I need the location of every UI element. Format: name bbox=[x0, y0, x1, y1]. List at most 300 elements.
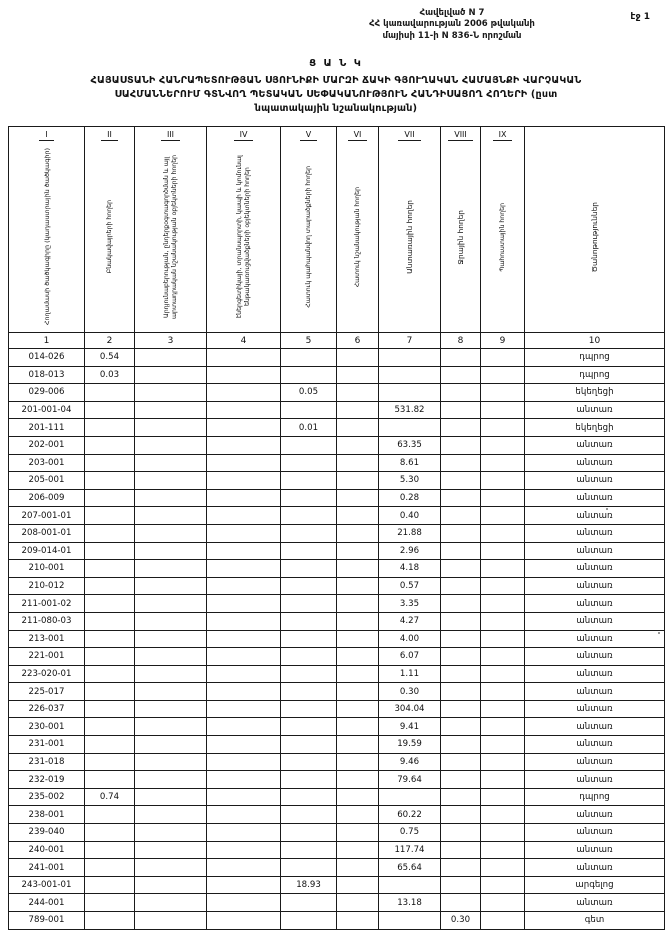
cell-value-4 bbox=[207, 349, 281, 367]
cell-value-7 bbox=[379, 349, 441, 367]
cell-value-8: 0.30 bbox=[441, 912, 481, 930]
cell-value-6 bbox=[337, 349, 379, 367]
cell-value-2 bbox=[85, 736, 135, 754]
cell-code: 202-001 bbox=[9, 436, 85, 454]
cell-value-2 bbox=[85, 384, 135, 402]
cell-value-4 bbox=[207, 876, 281, 894]
table-row bbox=[9, 384, 665, 402]
cell-code: 211-001-02 bbox=[9, 595, 85, 613]
cell-value-2 bbox=[85, 454, 135, 472]
cell-value-6 bbox=[337, 560, 379, 578]
cell-code: 221-001 bbox=[9, 648, 85, 666]
table-row bbox=[9, 876, 665, 894]
cell-note: անտառ bbox=[525, 753, 665, 771]
cell-value-9 bbox=[481, 349, 525, 367]
cell-value-4 bbox=[207, 507, 281, 525]
cell-value-5: 0.05 bbox=[281, 384, 337, 402]
cell-value-8 bbox=[441, 401, 481, 419]
cell-note: անտառ bbox=[525, 436, 665, 454]
cell-value-3 bbox=[135, 736, 207, 754]
cell-value-6 bbox=[337, 524, 379, 542]
cell-value-7: 2.96 bbox=[379, 542, 441, 560]
table-numbering-row bbox=[9, 333, 665, 349]
caption-special: Հատուկ նշանակության հողեր bbox=[337, 142, 379, 333]
cell-note: անտառ bbox=[525, 560, 665, 578]
table-row bbox=[9, 401, 665, 419]
cell-value-2 bbox=[85, 648, 135, 666]
cell-value-9 bbox=[481, 560, 525, 578]
cell-note: անտառ bbox=[525, 630, 665, 648]
cell-value-2 bbox=[85, 806, 135, 824]
cell-value-6 bbox=[337, 859, 379, 877]
cell-note: անտառ bbox=[525, 577, 665, 595]
roman-8: VIII bbox=[441, 127, 481, 143]
cell-value-7 bbox=[379, 788, 441, 806]
cell-value-4 bbox=[207, 472, 281, 490]
cell-value-3 bbox=[135, 912, 207, 930]
cell-value-7: 8.61 bbox=[379, 454, 441, 472]
cell-value-2 bbox=[85, 718, 135, 736]
cell-value-6 bbox=[337, 401, 379, 419]
cell-value-4 bbox=[207, 630, 281, 648]
cell-value-9 bbox=[481, 753, 525, 771]
cell-code: 211-080-03 bbox=[9, 612, 85, 630]
cell-value-4 bbox=[207, 384, 281, 402]
cell-value-4 bbox=[207, 806, 281, 824]
cell-value-8 bbox=[441, 560, 481, 578]
table-row bbox=[9, 630, 665, 648]
scan-speck bbox=[658, 632, 660, 634]
cell-value-3 bbox=[135, 384, 207, 402]
cell-value-4 bbox=[207, 524, 281, 542]
cell-value-8 bbox=[441, 806, 481, 824]
cell-value-2 bbox=[85, 401, 135, 419]
cell-value-2 bbox=[85, 824, 135, 842]
cell-note: արգելոց bbox=[525, 876, 665, 894]
cell-code: 243-001-01 bbox=[9, 876, 85, 894]
cell-value-7 bbox=[379, 419, 441, 437]
cell-value-6 bbox=[337, 894, 379, 912]
cell-value-7: 5.30 bbox=[379, 472, 441, 490]
cell-value-9 bbox=[481, 700, 525, 718]
cell-value-5 bbox=[281, 349, 337, 367]
cell-value-2 bbox=[85, 683, 135, 701]
cell-value-5 bbox=[281, 560, 337, 578]
cell-value-7: 304.04 bbox=[379, 700, 441, 718]
cell-value-3 bbox=[135, 577, 207, 595]
scan-speck-2 bbox=[606, 508, 608, 510]
cell-value-7: 13.18 bbox=[379, 894, 441, 912]
cell-value-8 bbox=[441, 630, 481, 648]
cell-note: անտառ bbox=[525, 841, 665, 859]
cell-value-2 bbox=[85, 771, 135, 789]
roman-6: VI bbox=[337, 127, 379, 143]
cell-value-9 bbox=[481, 384, 525, 402]
cell-code: 201-001-04 bbox=[9, 401, 85, 419]
cell-value-8 bbox=[441, 612, 481, 630]
cell-value-5 bbox=[281, 824, 337, 842]
cell-code: 210-012 bbox=[9, 577, 85, 595]
cell-value-2 bbox=[85, 665, 135, 683]
cell-value-5 bbox=[281, 753, 337, 771]
cell-value-4 bbox=[207, 771, 281, 789]
cell-note: դպրոց bbox=[525, 349, 665, 367]
cell-value-8 bbox=[441, 718, 481, 736]
cell-value-5 bbox=[281, 788, 337, 806]
colnum-4: 4 bbox=[207, 333, 281, 349]
cell-code: 789-001 bbox=[9, 912, 85, 930]
cell-value-9 bbox=[481, 436, 525, 454]
cell-value-2: 0.74 bbox=[85, 788, 135, 806]
cell-value-8 bbox=[441, 489, 481, 507]
table-row bbox=[9, 700, 665, 718]
cell-value-8 bbox=[441, 454, 481, 472]
caption-protected: Հատուկ պահպանվող տարածքների հողեր bbox=[281, 142, 337, 333]
cell-value-8 bbox=[441, 507, 481, 525]
cell-value-4 bbox=[207, 912, 281, 930]
cell-value-3 bbox=[135, 876, 207, 894]
cell-code: 235-002 bbox=[9, 788, 85, 806]
cell-value-6 bbox=[337, 436, 379, 454]
cell-value-5: 0.01 bbox=[281, 419, 337, 437]
cell-value-9 bbox=[481, 489, 525, 507]
cell-value-2 bbox=[85, 542, 135, 560]
cell-value-9 bbox=[481, 859, 525, 877]
cell-value-2 bbox=[85, 560, 135, 578]
table-row bbox=[9, 577, 665, 595]
cell-code: 239-040 bbox=[9, 824, 85, 842]
roman-1: I bbox=[9, 127, 85, 143]
cell-value-6 bbox=[337, 612, 379, 630]
cell-value-4 bbox=[207, 894, 281, 912]
cell-value-9 bbox=[481, 648, 525, 666]
cell-value-3 bbox=[135, 630, 207, 648]
cell-value-2: 0.54 bbox=[85, 349, 135, 367]
cell-value-7: 63.35 bbox=[379, 436, 441, 454]
colnum-6: 6 bbox=[337, 333, 379, 349]
cell-value-8 bbox=[441, 542, 481, 560]
cell-value-2 bbox=[85, 419, 135, 437]
cell-note: եկեղեցի bbox=[525, 384, 665, 402]
table-row bbox=[9, 806, 665, 824]
table-row bbox=[9, 894, 665, 912]
cell-value-7: 0.75 bbox=[379, 824, 441, 842]
cell-note: անտառ bbox=[525, 542, 665, 560]
cell-value-3 bbox=[135, 436, 207, 454]
subtitle-line-3: նպատակային նշանակության) bbox=[254, 102, 418, 114]
cell-value-5 bbox=[281, 806, 337, 824]
cell-value-3 bbox=[135, 366, 207, 384]
cell-value-6 bbox=[337, 736, 379, 754]
cell-code: 231-001 bbox=[9, 736, 85, 754]
cell-value-9 bbox=[481, 542, 525, 560]
cell-value-7: 531.82 bbox=[379, 401, 441, 419]
cell-value-2 bbox=[85, 841, 135, 859]
caption-code: Հողամասի ծածկագիրը (կադաստրային ծածկագիր) bbox=[9, 142, 85, 333]
cell-value-5 bbox=[281, 577, 337, 595]
cell-value-3 bbox=[135, 648, 207, 666]
table-row bbox=[9, 736, 665, 754]
cell-value-7 bbox=[379, 912, 441, 930]
cell-value-7 bbox=[379, 366, 441, 384]
cell-note: անտառ bbox=[525, 718, 665, 736]
cell-value-6 bbox=[337, 824, 379, 842]
cell-value-8 bbox=[441, 700, 481, 718]
cell-value-9 bbox=[481, 401, 525, 419]
cell-value-8 bbox=[441, 753, 481, 771]
cell-value-3 bbox=[135, 454, 207, 472]
cell-value-5 bbox=[281, 665, 337, 683]
roman-9: IX bbox=[481, 127, 525, 143]
header-line-1: Հավելված N 7 bbox=[419, 8, 485, 18]
cell-note: անտառ bbox=[525, 489, 665, 507]
cell-note: անտառ bbox=[525, 401, 665, 419]
cell-value-5 bbox=[281, 700, 337, 718]
table-row bbox=[9, 683, 665, 701]
cell-value-5 bbox=[281, 366, 337, 384]
table-row bbox=[9, 507, 665, 525]
cell-value-5 bbox=[281, 436, 337, 454]
cell-value-3 bbox=[135, 401, 207, 419]
cell-value-5 bbox=[281, 841, 337, 859]
cell-value-9 bbox=[481, 806, 525, 824]
roman-5: V bbox=[281, 127, 337, 143]
cell-value-6 bbox=[337, 489, 379, 507]
cell-code: 208-001-01 bbox=[9, 524, 85, 542]
cell-value-8 bbox=[441, 595, 481, 613]
cell-code: 240-001 bbox=[9, 841, 85, 859]
cell-value-3 bbox=[135, 560, 207, 578]
cell-value-7: 0.28 bbox=[379, 489, 441, 507]
table-row bbox=[9, 648, 665, 666]
cell-value-6 bbox=[337, 841, 379, 859]
cell-value-8 bbox=[441, 876, 481, 894]
cell-value-5 bbox=[281, 401, 337, 419]
cell-value-9 bbox=[481, 595, 525, 613]
table-row bbox=[9, 472, 665, 490]
cell-value-6 bbox=[337, 419, 379, 437]
cell-value-9 bbox=[481, 612, 525, 630]
cell-note: անտառ bbox=[525, 472, 665, 490]
cell-value-4 bbox=[207, 859, 281, 877]
table-row bbox=[9, 366, 665, 384]
cell-value-7: 9.46 bbox=[379, 753, 441, 771]
cell-code: 205-001 bbox=[9, 472, 85, 490]
cell-value-2 bbox=[85, 489, 135, 507]
cell-value-8 bbox=[441, 859, 481, 877]
cell-value-2 bbox=[85, 859, 135, 877]
cell-value-8 bbox=[441, 788, 481, 806]
roman-10 bbox=[525, 127, 665, 143]
cell-value-8 bbox=[441, 683, 481, 701]
cell-value-8 bbox=[441, 472, 481, 490]
cell-value-7: 79.64 bbox=[379, 771, 441, 789]
header-line-2: ՀՀ կառավարության 2006 թվականի bbox=[369, 19, 535, 30]
cell-value-7 bbox=[379, 876, 441, 894]
caption-infrastructure: էներգետիկայի, տրանսպորտի, կապի և կոմունալ ենթակառուցվածքների օբյեկտների հողեր bbox=[207, 142, 281, 333]
cell-value-9 bbox=[481, 524, 525, 542]
cell-value-9 bbox=[481, 683, 525, 701]
cell-value-5 bbox=[281, 542, 337, 560]
cell-value-7: 0.40 bbox=[379, 507, 441, 525]
cell-value-8 bbox=[441, 648, 481, 666]
cell-value-8 bbox=[441, 419, 481, 437]
cell-value-6 bbox=[337, 665, 379, 683]
cell-value-4 bbox=[207, 736, 281, 754]
cell-value-5 bbox=[281, 612, 337, 630]
cell-value-6 bbox=[337, 472, 379, 490]
cell-value-3 bbox=[135, 824, 207, 842]
cell-note: անտառ bbox=[525, 824, 665, 842]
cell-value-5 bbox=[281, 489, 337, 507]
cell-value-2 bbox=[85, 577, 135, 595]
colnum-10: 10 bbox=[525, 333, 665, 349]
cell-value-8 bbox=[441, 841, 481, 859]
cell-code: 241-001 bbox=[9, 859, 85, 877]
cell-value-7: 1.11 bbox=[379, 665, 441, 683]
cell-note: դպրոց bbox=[525, 366, 665, 384]
table-caption-row bbox=[9, 142, 665, 333]
cell-value-8 bbox=[441, 824, 481, 842]
cell-note: անտառ bbox=[525, 700, 665, 718]
cell-value-8 bbox=[441, 736, 481, 754]
cell-value-3 bbox=[135, 683, 207, 701]
cell-value-6 bbox=[337, 507, 379, 525]
cell-value-4 bbox=[207, 436, 281, 454]
cell-value-6 bbox=[337, 366, 379, 384]
page-number-label: էջ 1 bbox=[630, 12, 650, 22]
cell-note: անտառ bbox=[525, 648, 665, 666]
cell-note: անտառ bbox=[525, 683, 665, 701]
table-row bbox=[9, 524, 665, 542]
cell-value-9 bbox=[481, 665, 525, 683]
cell-value-5 bbox=[281, 454, 337, 472]
cell-value-7 bbox=[379, 384, 441, 402]
document-header bbox=[322, 8, 582, 42]
cell-code: 231-018 bbox=[9, 753, 85, 771]
document-subtitle bbox=[10, 74, 662, 116]
cell-note: անտառ bbox=[525, 859, 665, 877]
caption-reserve: Պահուստային հողեր bbox=[481, 142, 525, 333]
cell-value-4 bbox=[207, 560, 281, 578]
cell-value-4 bbox=[207, 753, 281, 771]
cell-value-7: 117.74 bbox=[379, 841, 441, 859]
cell-value-6 bbox=[337, 700, 379, 718]
cell-note: գետ bbox=[525, 912, 665, 930]
cell-value-6 bbox=[337, 876, 379, 894]
cell-value-3 bbox=[135, 771, 207, 789]
cell-value-5 bbox=[281, 894, 337, 912]
cell-value-6 bbox=[337, 384, 379, 402]
cell-value-8 bbox=[441, 771, 481, 789]
caption-notes: Ծանոթություններ bbox=[525, 142, 665, 333]
cell-value-4 bbox=[207, 683, 281, 701]
roman-3: III bbox=[135, 127, 207, 143]
cell-value-9 bbox=[481, 577, 525, 595]
cell-value-9 bbox=[481, 507, 525, 525]
cell-value-5 bbox=[281, 595, 337, 613]
cell-value-3 bbox=[135, 542, 207, 560]
table-row bbox=[9, 454, 665, 472]
cell-value-7: 21.88 bbox=[379, 524, 441, 542]
cell-value-5 bbox=[281, 507, 337, 525]
roman-7: VII bbox=[379, 127, 441, 143]
table-row bbox=[9, 436, 665, 454]
cell-note: դպրոց bbox=[525, 788, 665, 806]
cell-value-6 bbox=[337, 542, 379, 560]
cell-value-4 bbox=[207, 700, 281, 718]
cell-value-5 bbox=[281, 912, 337, 930]
cell-code: 223-020-01 bbox=[9, 665, 85, 683]
cell-value-8 bbox=[441, 577, 481, 595]
cell-code: 209-014-01 bbox=[9, 542, 85, 560]
cell-code: 018-013 bbox=[9, 366, 85, 384]
cell-value-9 bbox=[481, 841, 525, 859]
cell-value-3 bbox=[135, 612, 207, 630]
cell-value-3 bbox=[135, 419, 207, 437]
cell-code: 225-017 bbox=[9, 683, 85, 701]
cell-value-6 bbox=[337, 718, 379, 736]
cell-value-8 bbox=[441, 384, 481, 402]
table-rows-body bbox=[9, 349, 665, 930]
cell-value-4 bbox=[207, 454, 281, 472]
cell-code: 206-009 bbox=[9, 489, 85, 507]
cell-value-3 bbox=[135, 524, 207, 542]
cell-value-6 bbox=[337, 683, 379, 701]
table-row bbox=[9, 824, 665, 842]
cell-value-8 bbox=[441, 524, 481, 542]
cell-value-4 bbox=[207, 489, 281, 507]
colnum-5: 5 bbox=[281, 333, 337, 349]
cell-value-8 bbox=[441, 349, 481, 367]
caption-industry: Արդյունաբերության, ընդերքօգտագործման և այլ արտադրական նշանակության օբյեկտների հողեր bbox=[135, 142, 207, 333]
cell-value-4 bbox=[207, 824, 281, 842]
cell-value-7: 0.57 bbox=[379, 577, 441, 595]
cell-note: անտառ bbox=[525, 507, 665, 525]
cell-value-6 bbox=[337, 577, 379, 595]
cell-value-3 bbox=[135, 806, 207, 824]
cell-code: 238-001 bbox=[9, 806, 85, 824]
table-row bbox=[9, 489, 665, 507]
cell-note: եկեղեցի bbox=[525, 419, 665, 437]
cell-value-2 bbox=[85, 612, 135, 630]
cell-value-4 bbox=[207, 419, 281, 437]
cell-value-3 bbox=[135, 349, 207, 367]
cell-value-9 bbox=[481, 771, 525, 789]
cell-code: 213-001 bbox=[9, 630, 85, 648]
cell-note: անտառ bbox=[525, 524, 665, 542]
cell-value-2 bbox=[85, 507, 135, 525]
cell-code: 210-001 bbox=[9, 560, 85, 578]
cell-value-9 bbox=[481, 366, 525, 384]
cell-code: 029-006 bbox=[9, 384, 85, 402]
cell-value-5 bbox=[281, 630, 337, 648]
cell-value-3 bbox=[135, 894, 207, 912]
cell-value-6 bbox=[337, 806, 379, 824]
cell-note: անտառ bbox=[525, 595, 665, 613]
caption-settlement: Բնակավայրերի հողեր bbox=[85, 142, 135, 333]
cell-value-7: 4.00 bbox=[379, 630, 441, 648]
cell-value-7: 3.35 bbox=[379, 595, 441, 613]
cell-value-2 bbox=[85, 753, 135, 771]
colnum-8: 8 bbox=[441, 333, 481, 349]
cell-value-8 bbox=[441, 366, 481, 384]
cell-value-7: 6.07 bbox=[379, 648, 441, 666]
cell-code: 201-111 bbox=[9, 419, 85, 437]
cell-value-5 bbox=[281, 771, 337, 789]
cell-code: 226-037 bbox=[9, 700, 85, 718]
table-row bbox=[9, 912, 665, 930]
